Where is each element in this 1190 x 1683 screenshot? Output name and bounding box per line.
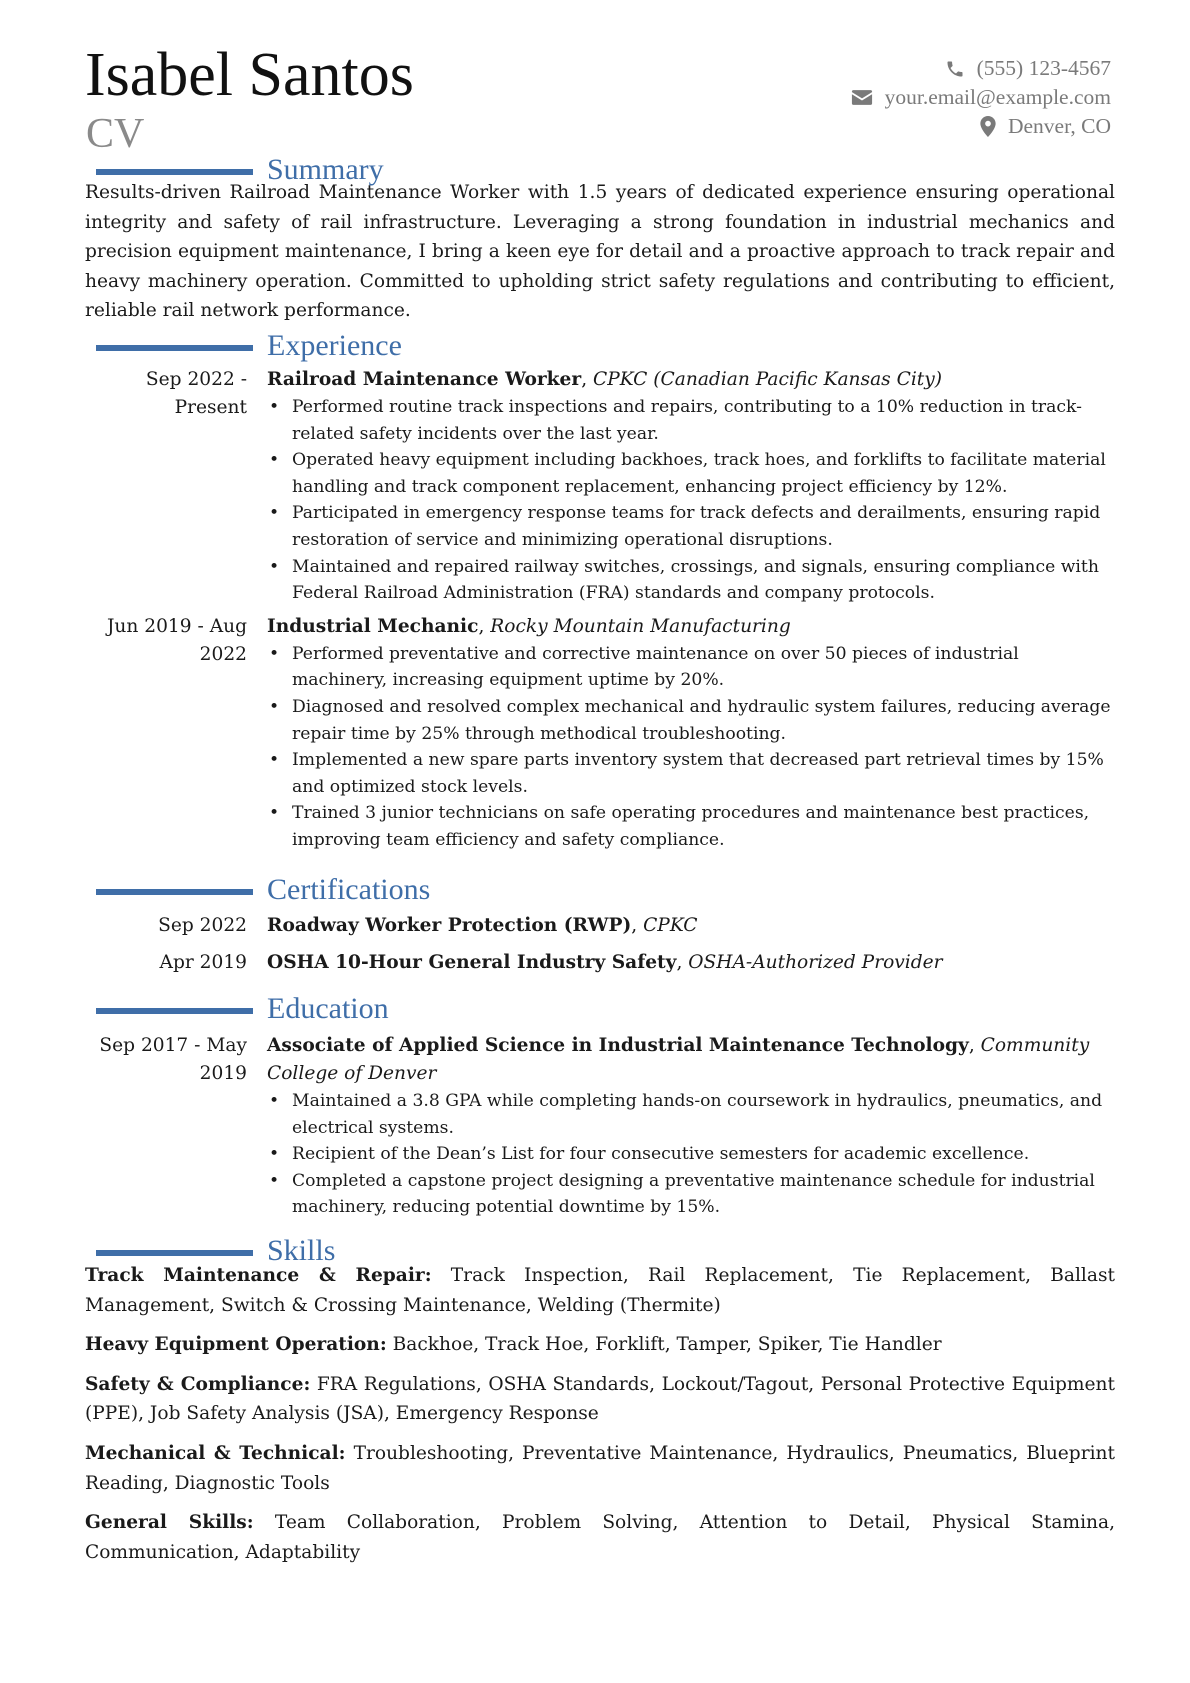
section-accent-bar <box>96 889 253 895</box>
certification-entry <box>85 949 1115 977</box>
contact-location <box>851 112 1111 141</box>
contact-email <box>851 83 1111 112</box>
entry-date: Jun 2019 - Aug 2022 <box>106 615 247 665</box>
section-accent-bar <box>96 169 253 175</box>
list-item: • Operated heavy equipment including backhoes, track hoes, and forklifts to facilitate material handling and track component replacement, enhancing project efficiency by 12%. <box>267 447 1115 500</box>
skills-section <box>85 1234 1116 1567</box>
skill-row <box>85 1370 1115 1429</box>
skill-category: Safety & Compliance: <box>85 1373 311 1395</box>
list-item: • Recipient of the Dean’s List for four consecutive semesters for academic excellence. <box>267 1141 1115 1168</box>
entry-date: Sep 2022 <box>158 915 247 936</box>
entry-content <box>267 1032 1115 1221</box>
education-title: Education <box>267 992 389 1025</box>
skills-title: Skills <box>267 1234 336 1267</box>
list-item: • Maintained a 3.8 GPA while completing hands-on coursework in hydraulics, pneumatics, and electrical systems. <box>267 1088 1115 1141</box>
skill-list: Track Inspection, Rail Replacement, Tie Replacement, Ballast Management, Switch & Crossing Maintenance, Welding (Thermite) <box>85 1265 1115 1316</box>
experience-heading <box>85 329 1115 364</box>
skill-list: Troubleshooting, Preventative Maintenance, Hydraulics, Pneumatics, Blueprint Reading, Diagnostic Tools <box>85 1442 1115 1494</box>
contact-phone <box>851 54 1111 83</box>
skill-row <box>85 1261 1115 1320</box>
summary-text: Results-driven Railroad Maintenance Worker with 1.5 years of dedicated experience ensuring operational integrity and safety of rail infrastructure. Leveraging a strong foundation in industrial mechanics and precision equipment maintenance, I bring a keen eye for detail and a proactive approach to track repair and heavy machinery operation. Committed to upholding strict safety regulations and contributing to efficient, reliable rail network performance. <box>85 182 1115 322</box>
skill-category: Heavy Equipment Operation: <box>85 1334 387 1356</box>
entry-date: Sep 2017 - May 2019 <box>99 1035 247 1084</box>
list-item: • Performed routine track inspections and repairs, contributing to a 10% reduction in track-related safety incidents over the last year. <box>267 394 1115 447</box>
entry-content: OSHA 10-Hour General Industry Safety, OSHA-Authorized Provider <box>267 952 943 973</box>
skill-list: Backhoe, Track Hoe, Forklift, Tamper, Spiker, Tie Handler <box>392 1334 942 1356</box>
certification-issuer: CPKC <box>643 915 698 936</box>
location-text: Denver, CO <box>1007 114 1111 138</box>
entry-date: Apr 2019 <box>159 952 247 973</box>
skill-row <box>85 1439 1115 1498</box>
education-section <box>85 992 1115 1221</box>
list-item: • Implemented a new spare parts inventory system that decreased part retrieval times by 15% and optimized stock levels. <box>267 747 1115 800</box>
skill-list: FRA Regulations, OSHA Standards, Lockout/Tagout, Personal Protective Equipment (PPE), Job Safety Analysis (JSA), Emergency Response <box>85 1373 1116 1425</box>
summary-title: Summary <box>267 153 384 186</box>
entry-title-line: Railroad Maintenance Worker, CPKC (Canadian Pacific Kansas City) <box>267 369 943 390</box>
employer: CPKC (Canadian Pacific Kansas City) <box>593 369 943 390</box>
email-address[interactable]: your.email@example.com <box>884 85 1111 109</box>
certification-name: Roadway Worker Protection (RWP) <box>267 915 632 936</box>
skill-category: Track Maintenance & Repair: <box>85 1265 432 1286</box>
entry-title-line: Associate of Applied Science in Industrial Maintenance Technology, Community College of Denver <box>267 1035 1090 1084</box>
list-item: • Diagnosed and resolved complex mechanical and hydraulic system failures, reducing average repair time by 25% through methodical troubleshooting. <box>267 694 1115 747</box>
skill-row <box>85 1508 1115 1567</box>
map-marker-icon <box>980 116 996 137</box>
skill-category: General Skills: <box>85 1512 254 1534</box>
degree-title: Associate of Applied Science in Industrial Maintenance Technology <box>267 1035 969 1056</box>
entry-date: Sep 2022 - Present <box>145 369 247 418</box>
contact-block <box>851 54 1111 141</box>
bullet-list <box>267 641 1115 854</box>
job-title: Industrial Mechanic <box>267 615 479 637</box>
job-title: Railroad Maintenance Worker <box>267 369 582 390</box>
employer: Rocky Mountain Manufacturing <box>490 615 791 637</box>
entry-content: Roadway Worker Protection (RWP), CPKC <box>267 915 698 936</box>
certification-name: OSHA 10-Hour General Industry Safety <box>267 952 677 973</box>
skills-heading <box>85 1234 1115 1269</box>
certifications-section <box>85 873 1115 977</box>
list-item: • Participated in emergency response teams for track defects and derailments, ensuring rapid restoration of service and minimizing operational disruptions. <box>267 500 1115 553</box>
experience-entry <box>85 366 1115 607</box>
section-accent-bar <box>96 345 253 351</box>
candidate-name: Isabel Santos <box>85 41 414 109</box>
certifications-title: Certifications <box>267 873 431 906</box>
skill-category: Mechanical & Technical: <box>85 1442 346 1464</box>
phone-icon <box>945 59 965 79</box>
envelope-icon <box>851 89 873 106</box>
skill-row <box>85 1330 1115 1360</box>
list-item: • Maintained and repaired railway switches, crossings, and signals, ensuring compliance with Federal Railroad Administration (FRA) standards and company protocols. <box>267 554 1115 607</box>
phone-number: (555) 123-4567 <box>976 56 1111 80</box>
list-item: • Completed a capstone project designing a preventative maintenance schedule for industrial machinery, reducing potential downtime by 15%. <box>267 1168 1115 1221</box>
summary-heading <box>85 153 1115 188</box>
education-heading <box>85 992 1115 1027</box>
experience-entry <box>85 613 1115 854</box>
section-accent-bar <box>96 1250 253 1256</box>
entry-title-line: Industrial Mechanic, Rocky Mountain Manufacturing <box>267 615 791 637</box>
education-entry <box>85 1032 1115 1221</box>
experience-section <box>85 329 1115 854</box>
entry-content <box>267 366 1115 607</box>
bullet-list <box>267 394 1115 607</box>
document-subtitle: CV <box>86 111 145 157</box>
skill-list: Team Collaboration, Problem Solving, Attention to Detail, Physical Stamina, Communication, Adaptability <box>85 1512 1115 1563</box>
bullet-list <box>267 1088 1115 1221</box>
entry-content <box>267 613 1115 854</box>
list-item: • Performed preventative and corrective maintenance on over 50 pieces of industrial machinery, increasing equipment uptime by 20%. <box>267 641 1115 694</box>
experience-title: Experience <box>267 329 402 362</box>
certification-issuer: OSHA-Authorized Provider <box>688 952 943 973</box>
certification-entry <box>85 912 1115 940</box>
certifications-heading <box>85 873 1115 908</box>
institution: Community College of Denver <box>267 1035 1090 1084</box>
list-item: • Trained 3 junior technicians on safe operating procedures and maintenance best practices, improving team efficiency and safety compliance. <box>267 800 1115 853</box>
summary-section <box>85 153 1115 326</box>
section-accent-bar <box>96 1008 253 1014</box>
